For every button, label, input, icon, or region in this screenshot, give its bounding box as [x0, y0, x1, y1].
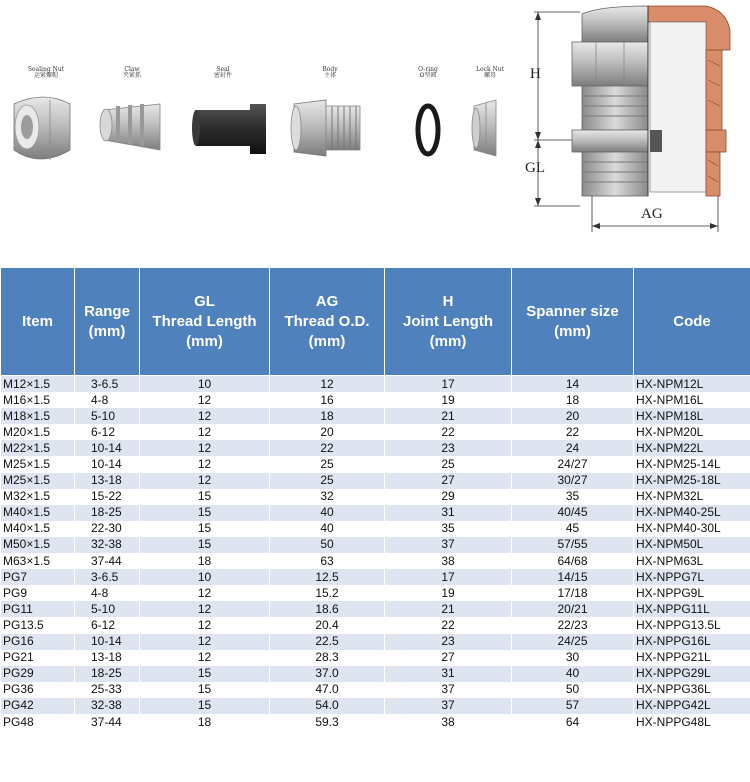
- cell-spanner-size: 30/27: [512, 473, 634, 489]
- cell-gl: 12: [140, 650, 270, 666]
- cell-ag: 25: [270, 456, 385, 472]
- cell-item: M40×1.5: [1, 521, 75, 537]
- cell-item: M25×1.5: [1, 456, 75, 472]
- cell-h: 25: [385, 456, 512, 472]
- cell-ag: 59.3: [270, 714, 385, 730]
- cell-gl: 12: [140, 473, 270, 489]
- cell-spanner-size: 18: [512, 392, 634, 408]
- cell-gl: 12: [140, 392, 270, 408]
- cell-range: 25-33: [75, 682, 140, 698]
- cell-item: PG48: [1, 714, 75, 730]
- cell-code: HX-NPPG21L: [634, 650, 750, 666]
- cell-h: 17: [385, 569, 512, 585]
- cell-range: 18-25: [75, 666, 140, 682]
- cell-code: HX-NPM40-30L: [634, 521, 750, 537]
- cell-h: 23: [385, 634, 512, 650]
- cell-code: HX-NPM12L: [634, 376, 750, 393]
- lock-nut-icon: [472, 100, 496, 156]
- part-name: Lock Nut: [475, 66, 505, 73]
- cell-ag: 18.6: [270, 601, 385, 617]
- cell-item: PG7: [1, 569, 75, 585]
- cell-range: 6-12: [75, 617, 140, 633]
- dimension-label-h: H: [530, 66, 541, 82]
- cell-code: HX-NPM22L: [634, 440, 750, 456]
- table-row: [1, 553, 750, 569]
- cell-item: M18×1.5: [1, 408, 75, 424]
- cell-spanner-size: 24/25: [512, 634, 634, 650]
- cell-gl: 15: [140, 682, 270, 698]
- table-row: [1, 569, 750, 585]
- cell-h: 23: [385, 440, 512, 456]
- cell-range: 37-44: [75, 714, 140, 730]
- table-row: [1, 408, 750, 424]
- cell-ag: 47.0: [270, 682, 385, 698]
- cell-spanner-size: 24/27: [512, 456, 634, 472]
- body-icon: [291, 100, 360, 156]
- cell-gl: 18: [140, 553, 270, 569]
- cell-code: HX-NPPG9L: [634, 585, 750, 601]
- cell-range: 37-44: [75, 553, 140, 569]
- table-row: [1, 617, 750, 633]
- cell-code: HX-NPM32L: [634, 489, 750, 505]
- cell-ag: 63: [270, 553, 385, 569]
- cell-h: 37: [385, 698, 512, 714]
- cell-ag: 16: [270, 392, 385, 408]
- claw-icon: [100, 104, 160, 150]
- cell-range: 3-6.5: [75, 569, 140, 585]
- part-name: Seal: [216, 66, 230, 73]
- seal-icon: [192, 104, 266, 154]
- cell-spanner-size: 17/18: [512, 585, 634, 601]
- cell-h: 21: [385, 601, 512, 617]
- table-row: [1, 682, 750, 698]
- specification-table: [0, 267, 750, 730]
- part-name-cn: 运紧螺帽: [33, 73, 58, 79]
- cell-h: 27: [385, 650, 512, 666]
- cell-item: PG11: [1, 601, 75, 617]
- cell-range: 32-38: [75, 698, 140, 714]
- cell-code: HX-NPPG13.5L: [634, 617, 750, 633]
- cell-spanner-size: 40/45: [512, 505, 634, 521]
- table-row: [1, 473, 750, 489]
- sealing-nut-icon: [14, 97, 70, 160]
- cell-item: M63×1.5: [1, 553, 75, 569]
- cell-gl: 12: [140, 456, 270, 472]
- table-row: [1, 440, 750, 456]
- cell-item: M40×1.5: [1, 505, 75, 521]
- dimension-label-gl: GL: [525, 160, 545, 176]
- table-row: [1, 456, 750, 472]
- cell-gl: 15: [140, 521, 270, 537]
- cell-range: 4-8: [75, 585, 140, 601]
- cell-spanner-size: 40: [512, 666, 634, 682]
- cell-item: PG16: [1, 634, 75, 650]
- cell-range: 13-18: [75, 473, 140, 489]
- cell-spanner-size: 45: [512, 521, 634, 537]
- cell-item: M16×1.5: [1, 392, 75, 408]
- header-range: Range (mm): [75, 268, 140, 376]
- cell-spanner-size: 20/21: [512, 601, 634, 617]
- cross-section-drawing-icon: [534, 6, 730, 232]
- part-name-cn: 密封件: [213, 73, 232, 79]
- part-name-cn: 螺母: [483, 73, 496, 79]
- cell-spanner-size: 57/55: [512, 537, 634, 553]
- table-row: [1, 376, 750, 393]
- cell-gl: 10: [140, 569, 270, 585]
- header-gl-thread-length: GL Thread Length (mm): [140, 268, 270, 376]
- cell-gl: 12: [140, 424, 270, 440]
- table-row: [1, 521, 750, 537]
- cell-h: 38: [385, 714, 512, 730]
- cell-code: HX-NPM20L: [634, 424, 750, 440]
- cell-range: 32-38: [75, 537, 140, 553]
- cell-gl: 15: [140, 489, 270, 505]
- cell-item: PG42: [1, 698, 75, 714]
- cell-ag: 28.3: [270, 650, 385, 666]
- cell-h: 27: [385, 473, 512, 489]
- cell-code: HX-NPPG48L: [634, 714, 750, 730]
- cell-ag: 12: [270, 376, 385, 393]
- cell-code: HX-NPM63L: [634, 553, 750, 569]
- dimension-label-ag: AG: [641, 206, 663, 222]
- header-item: Item: [1, 268, 75, 376]
- cell-spanner-size: 24: [512, 440, 634, 456]
- cell-gl: 12: [140, 634, 270, 650]
- cell-gl: 12: [140, 585, 270, 601]
- cell-gl: 12: [140, 617, 270, 633]
- cell-range: 6-12: [75, 424, 140, 440]
- table-row: [1, 666, 750, 682]
- part-name: Claw: [124, 66, 140, 73]
- header-h-joint-length: H Joint Length (mm): [385, 268, 512, 376]
- cell-code: HX-NPPG29L: [634, 666, 750, 682]
- cell-item: M25×1.5: [1, 473, 75, 489]
- cell-spanner-size: 14: [512, 376, 634, 393]
- cell-spanner-size: 57: [512, 698, 634, 714]
- table-row: [1, 489, 750, 505]
- cell-ag: 37.0: [270, 666, 385, 682]
- table-row: [1, 392, 750, 408]
- cell-spanner-size: 64/68: [512, 553, 634, 569]
- cell-range: 13-18: [75, 650, 140, 666]
- table-row: [1, 601, 750, 617]
- cell-gl: 12: [140, 601, 270, 617]
- table-row: [1, 537, 750, 553]
- part-name: Body: [322, 66, 338, 73]
- cell-item: M32×1.5: [1, 489, 75, 505]
- cell-ag: 20.4: [270, 617, 385, 633]
- table-body: [1, 376, 750, 731]
- cell-code: HX-NPPG11L: [634, 601, 750, 617]
- cell-range: 3-6.5: [75, 376, 140, 393]
- cell-h: 38: [385, 553, 512, 569]
- table-row: [1, 714, 750, 730]
- cell-item: M20×1.5: [1, 424, 75, 440]
- cell-item: PG29: [1, 666, 75, 682]
- cell-ag: 22: [270, 440, 385, 456]
- cell-item: PG9: [1, 585, 75, 601]
- cell-code: HX-NPPG42L: [634, 698, 750, 714]
- table-row: [1, 650, 750, 666]
- cell-gl: 15: [140, 698, 270, 714]
- cell-code: HX-NPM50L: [634, 537, 750, 553]
- cell-item: PG21: [1, 650, 75, 666]
- cell-gl: 15: [140, 666, 270, 682]
- cell-ag: 50: [270, 537, 385, 553]
- cell-spanner-size: 20: [512, 408, 634, 424]
- cell-ag: 18: [270, 408, 385, 424]
- o-ring-icon: [418, 106, 438, 154]
- cell-code: HX-NPPG36L: [634, 682, 750, 698]
- cell-ag: 40: [270, 505, 385, 521]
- cell-gl: 12: [140, 440, 270, 456]
- cell-gl: 15: [140, 505, 270, 521]
- cell-h: 22: [385, 424, 512, 440]
- part-name: O-ring: [418, 66, 438, 73]
- cell-ag: 40: [270, 521, 385, 537]
- cell-spanner-size: 22/23: [512, 617, 634, 633]
- cell-range: 18-25: [75, 505, 140, 521]
- cell-spanner-size: 22: [512, 424, 634, 440]
- cell-h: 37: [385, 537, 512, 553]
- cell-h: 29: [385, 489, 512, 505]
- cell-gl: 12: [140, 408, 270, 424]
- cell-item: PG36: [1, 682, 75, 698]
- cell-h: 22: [385, 617, 512, 633]
- cell-item: M50×1.5: [1, 537, 75, 553]
- cell-code: HX-NPM25-18L: [634, 473, 750, 489]
- cell-code: HX-NPM40-25L: [634, 505, 750, 521]
- part-name-cn: O型圈: [419, 73, 437, 79]
- table-row: [1, 698, 750, 714]
- header-spanner-size: Spanner size (mm): [512, 268, 634, 376]
- parts-illustration: [0, 0, 750, 265]
- cell-code: HX-NPM18L: [634, 408, 750, 424]
- header-code: Code: [634, 268, 750, 376]
- part-name-cn: 夹紧抓: [122, 73, 141, 79]
- cell-item: M12×1.5: [1, 376, 75, 393]
- cell-code: HX-NPPG7L: [634, 569, 750, 585]
- cell-spanner-size: 50: [512, 682, 634, 698]
- cell-code: HX-NPPG16L: [634, 634, 750, 650]
- part-name-cn: 主体: [323, 73, 336, 79]
- cell-ag: 22.5: [270, 634, 385, 650]
- table-row: [1, 585, 750, 601]
- cell-gl: 15: [140, 537, 270, 553]
- cell-range: 15-22: [75, 489, 140, 505]
- cell-h: 31: [385, 666, 512, 682]
- cell-h: 19: [385, 392, 512, 408]
- cell-spanner-size: 64: [512, 714, 634, 730]
- cell-h: 17: [385, 376, 512, 393]
- cell-h: 31: [385, 505, 512, 521]
- cell-range: 10-14: [75, 634, 140, 650]
- table-row: [1, 634, 750, 650]
- header-ag-thread-od: AG Thread O.D. (mm): [270, 268, 385, 376]
- cell-h: 21: [385, 408, 512, 424]
- cell-ag: 12.5: [270, 569, 385, 585]
- cell-ag: 54.0: [270, 698, 385, 714]
- table-row: [1, 505, 750, 521]
- cell-h: 35: [385, 521, 512, 537]
- cell-code: HX-NPM25-14L: [634, 456, 750, 472]
- cell-ag: 32: [270, 489, 385, 505]
- cell-item: PG13.5: [1, 617, 75, 633]
- cell-range: 5-10: [75, 601, 140, 617]
- cell-spanner-size: 14/15: [512, 569, 634, 585]
- cell-item: M22×1.5: [1, 440, 75, 456]
- cell-h: 19: [385, 585, 512, 601]
- cell-range: 10-14: [75, 440, 140, 456]
- table-row: [1, 424, 750, 440]
- cell-code: HX-NPM16L: [634, 392, 750, 408]
- cell-h: 37: [385, 682, 512, 698]
- cell-spanner-size: 35: [512, 489, 634, 505]
- cell-range: 4-8: [75, 392, 140, 408]
- cell-range: 22-30: [75, 521, 140, 537]
- cell-range: 10-14: [75, 456, 140, 472]
- cell-ag: 20: [270, 424, 385, 440]
- cell-spanner-size: 30: [512, 650, 634, 666]
- cell-ag: 15.2: [270, 585, 385, 601]
- part-name: Sealing Nut: [27, 66, 65, 73]
- cell-ag: 25: [270, 473, 385, 489]
- cell-range: 5-10: [75, 408, 140, 424]
- cell-gl: 10: [140, 376, 270, 393]
- table-header-row: [1, 268, 750, 376]
- exploded-parts-diagram: [0, 0, 750, 265]
- cell-gl: 18: [140, 714, 270, 730]
